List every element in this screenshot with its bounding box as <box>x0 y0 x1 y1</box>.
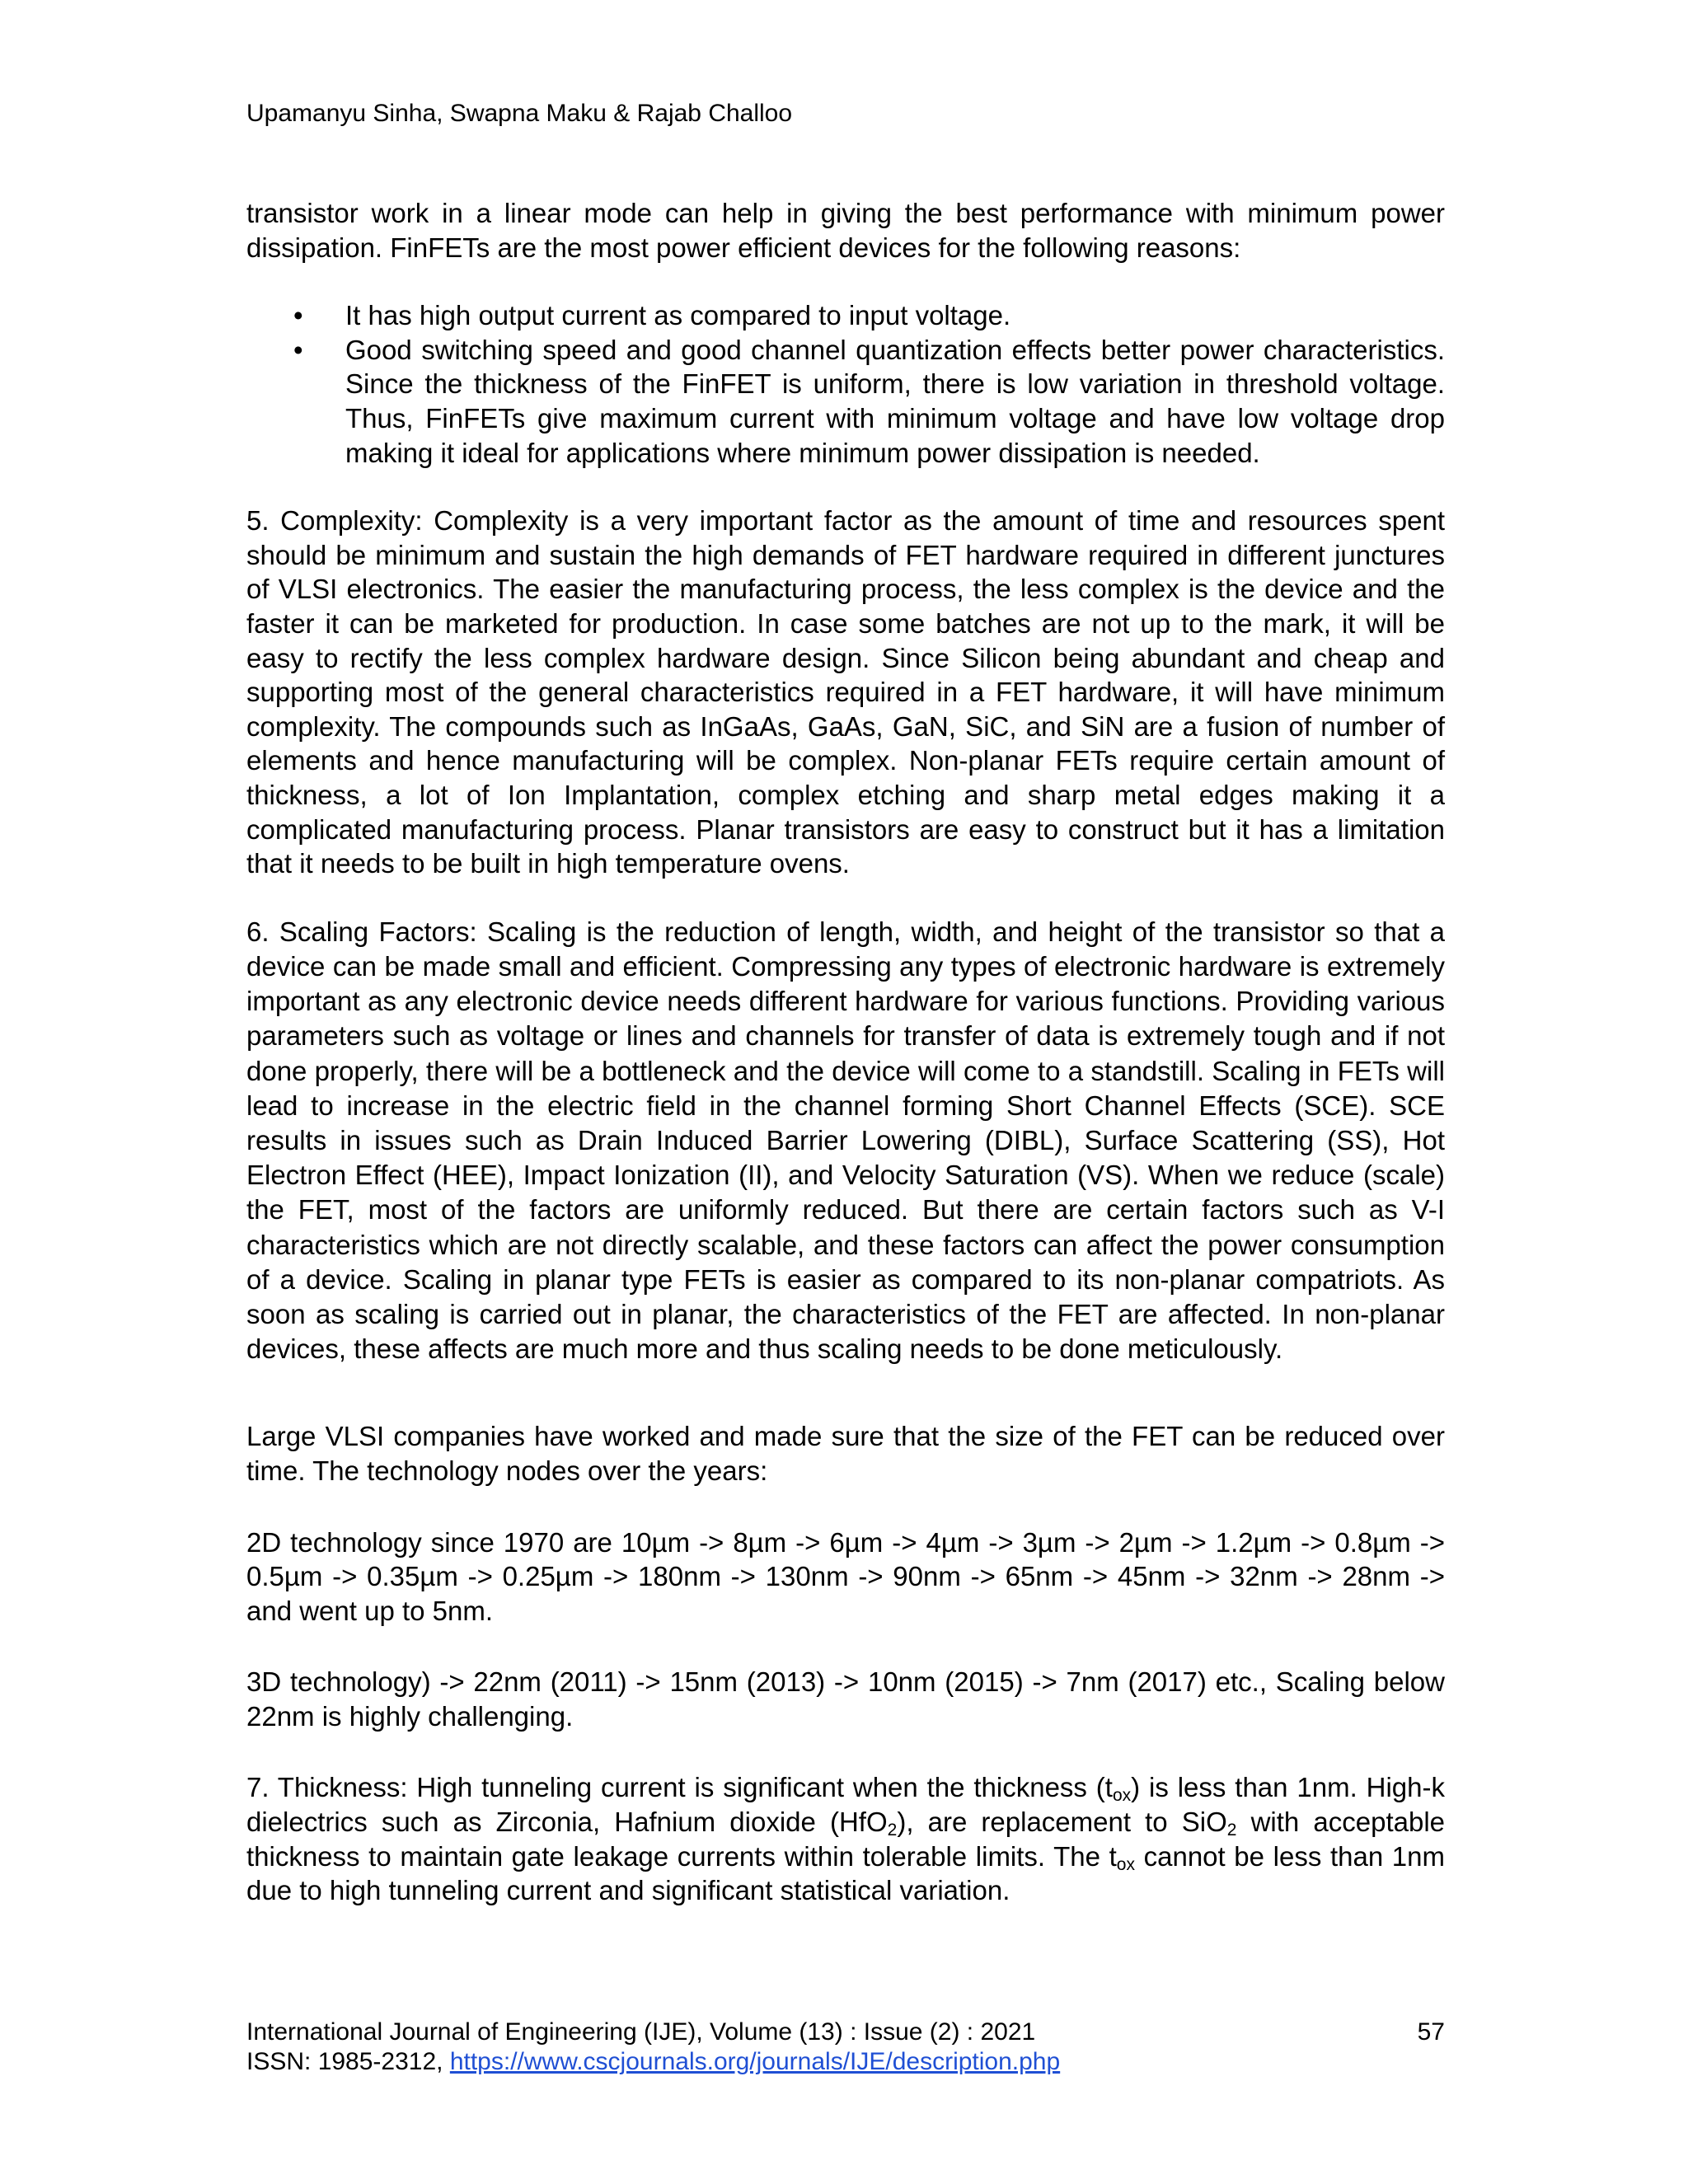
running-header: Upamanyu Sinha, Swapna Maku & Rajab Challoo <box>246 100 793 127</box>
reasons-list <box>246 298 1445 470</box>
bullet-icon: • <box>293 334 303 365</box>
footer-issn-row <box>246 2047 1445 2077</box>
list-item-text: It has high output current as compared to input voltage. <box>345 300 1011 331</box>
thickness-text: cannot be less than 1nm due to high tunneling current and significant statistical variation. <box>246 1840 1445 1906</box>
issn-text: ISSN: 1985-2312, <box>246 2048 450 2075</box>
thickness-text: ), are replacement to SiO <box>897 1807 1227 1838</box>
page-number: 57 <box>1417 2018 1445 2046</box>
subscript-ox: ox <box>1112 1786 1132 1806</box>
technology-3d-paragraph: 3D technology) -> 22nm (2011) -> 15nm (2013) -> 10nm (2015) -> 7nm (2017) etc., Scaling below 22nm is highly challenging. <box>246 1666 1445 1732</box>
subscript-2: 2 <box>887 1821 898 1840</box>
subscript-ox: ox <box>1116 1854 1135 1874</box>
bullet-icon: • <box>293 300 303 331</box>
footer-journal-row <box>246 2018 1445 2047</box>
page-footer <box>246 2018 1445 2077</box>
list-item <box>246 333 1445 470</box>
subscript-2: 2 <box>1226 1821 1237 1840</box>
list-item-text: Good switching speed and good channel quantization effects better power characteristics. Since the thickness of the FinFET is uniform, there is low variation in threshold voltage. Thus, FinFETs give maximum current with minimum voltage and have low voltage drop making it ideal for applications where minimum power dissipation is needed. <box>345 334 1445 468</box>
intro-paragraph: transistor work in a linear mode can help in giving the best performance with minimum power dissipation. FinFETs are the most power efficient devices for the following reasons: <box>246 198 1445 263</box>
list-item <box>246 298 1445 333</box>
scaling-paragraph: 6. Scaling Factors: Scaling is the reduction of length, width, and height of the transistor so that a device can be made small and efficient. Compressing any types of electronic hardware is extremely important as any electronic device needs different hardware for various functions. Providing various parameters such as voltage or lines and channels for transfer of data is extremely tough and if not done properly, there will be a bottleneck and the device will come to a standstill. Scaling in FETs will lead to increase in the electric field in the channel forming Short Channel Effects (SCE). SCE results in issues such as Drain Induced Barrier Lowering (DIBL), Surface Scattering (SS), Hot Electron Effect (HEE), Impact Ionization (II), and Velocity Saturation (VS). When we reduce (scale) the FET, most of the factors are uniformly reduced. But there are certain factors such as V-I characteristics which are not directly scalable, and these factors can affect the power consumption of a device. Scaling in planar type FETs is easier as compared to its non-planar compatriots. As soon as scaling is carried out in planar, the characteristics of the FET are affected. In non-planar devices, these affects are much more and thus scaling needs to be done meticulously. <box>246 916 1445 1365</box>
thickness-text: with acceptable thickness to maintain gate leakage currents within tolerable limits. The t <box>246 1807 1446 1872</box>
technology-2d-paragraph: 2D technology since 1970 are 10µm -> 8µm -> 6µm -> 4µm -> 3µm -> 2µm -> 1.2µm -> 0.8µm -> 0.5µm -> 0.35µm -> 0.25µm -> 180nm -> 130nm -> 90nm -> 65nm -> 45nm -> 32nm -> 28nm -> and went up to 5nm. <box>246 1526 1445 1626</box>
journal-citation: International Journal of Engineering (IJE), Volume (13) : Issue (2) : 2021 <box>246 2018 1036 2046</box>
vlsi-paragraph: Large VLSI companies have worked and made sure that the size of the FET can be reduced over time. The technology nodes over the years: <box>246 1421 1445 1486</box>
thickness-text: 7. Thickness: High tunneling current is significant when the thickness (t <box>246 1772 1113 1803</box>
journal-link[interactable]: https://www.cscjournals.org/journals/IJE/description.php <box>449 2048 1061 2075</box>
thickness-paragraph <box>246 1770 1445 1907</box>
complexity-paragraph: 5. Complexity: Complexity is a very important factor as the amount of time and resources spent should be minimum and sustain the high demands of FET hardware required in different junctures of VLSI electronics. The easier the manufacturing process, the less complex is the device and the faster it can be marketed for production. In case some batches are not up to the mark, it will be easy to rectify the less complex hardware design. Since Silicon being abundant and cheap and supporting most of the general characteristics required in a FET hardware, it will have minimum complexity. The compounds such as InGaAs, GaAs, GaN, SiC, and SiN are a fusion of number of elements and hence manufacturing will be complex. Non-planar FETs require certain amount of thickness, a lot of Ion Implantation, complex etching and sharp metal edges making it a complicated manufacturing process. Planar transistors are easy to construct but it has a limitation that it needs to be built in high temperature ovens. <box>246 505 1445 879</box>
page-body <box>246 196 1445 1908</box>
thickness-text: ) is less than 1nm. High-k dielectrics such as Zirconia, Hafnium dioxide (HfO <box>246 1772 1445 1838</box>
